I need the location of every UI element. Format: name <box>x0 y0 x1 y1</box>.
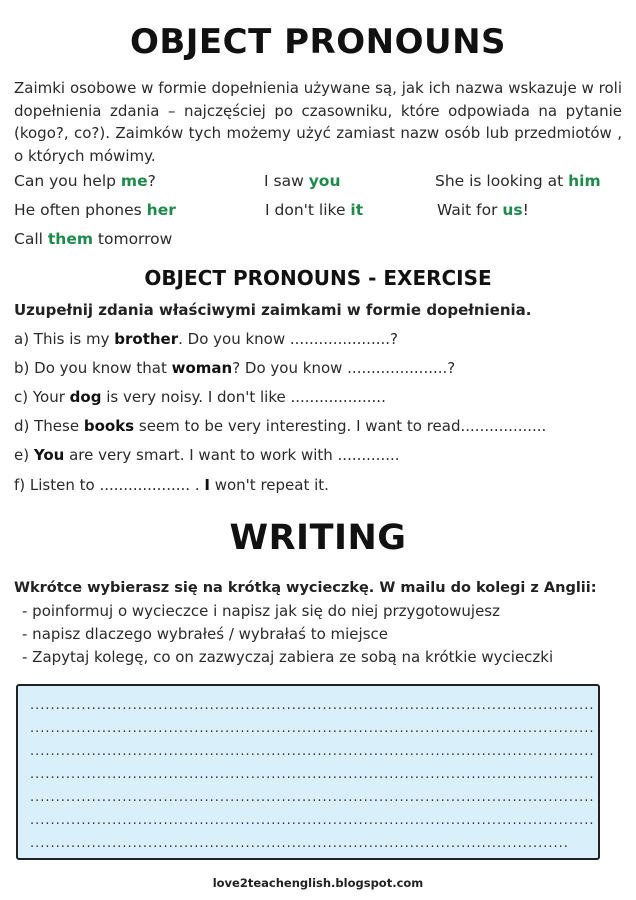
example-sentence: I saw you <box>264 172 341 190</box>
pronoun-highlight: it <box>350 201 364 219</box>
pronoun-highlight: them <box>47 230 93 248</box>
intro-paragraph: Zaimki osobowe w formie dopełnienia używane są, jak ich nazwa wskazuje w roli dopełnienia zdania – najczęściej po czasowniku, które odpowiada na pytanie (kogo?, co?). Zaimków tych możemy użyć zamiast nazw osób lub przedmiotów , o których mówimy. <box>14 79 622 165</box>
answer-line[interactable]: .............................................................................................................. <box>30 744 595 759</box>
writing-instruction: Wkrótce wybierasz się na krótką wycieczkę. W mailu do kolegi z Anglii: <box>14 580 597 596</box>
writing-answer-box[interactable] <box>16 684 600 860</box>
answer-line[interactable]: .............................................................................................................. <box>30 790 595 805</box>
writing-bullet: - napisz dlaczego wybrałeś / wybrałaś to miejsce <box>22 625 388 643</box>
example-sentence: Call them tomorrow <box>14 230 173 248</box>
example-sentence: Can you help me? <box>14 172 156 190</box>
pronoun-highlight: him <box>568 172 601 190</box>
pronoun-highlight: you <box>308 172 341 190</box>
example-sentence: He often phones her <box>14 201 176 219</box>
exercise-sentence: b) Do you know that woman? Do you know .....................? <box>14 359 456 377</box>
footer-url: love2teachenglish.blogspot.com <box>212 876 424 890</box>
exercise-title: OBJECT PRONOUNS - EXERCISE <box>144 266 492 290</box>
exercise-sentence: d) These books seem to be very interesting. I want to read.................. <box>14 417 547 435</box>
answer-line[interactable]: .............................................................................................................. <box>30 698 595 713</box>
page-title: OBJECT PRONOUNS <box>129 22 507 62</box>
exercise-sentence: c) Your dog is very noisy. I don't like .................... <box>14 388 386 406</box>
answer-line[interactable]: .............................................................................................................. <box>30 721 595 736</box>
writing-bullet: - Zapytaj kolegę, co on zazwyczaj zabiera ze sobą na krótkie wycieczki <box>22 648 554 666</box>
exercise-sentence: e) You are very smart. I want to work with ............. <box>14 446 400 464</box>
answer-line[interactable]: .............................................................................................................. <box>30 767 595 782</box>
answer-line[interactable]: ......................................................................................................... <box>30 836 569 851</box>
example-sentence: She is looking at him <box>435 172 601 190</box>
pronoun-highlight: her <box>146 201 176 219</box>
exercise-sentence: f) Listen to ................... . I won't repeat it. <box>14 476 329 494</box>
example-sentence: I don't like it <box>265 201 364 219</box>
writing-title: WRITING <box>229 518 407 558</box>
pronoun-highlight: me <box>120 172 148 190</box>
exercise-sentence: a) This is my brother. Do you know .....................? <box>14 330 398 348</box>
exercise-instruction: Uzupełnij zdania właściwymi zaimkami w formie dopełnienia. <box>14 301 532 319</box>
example-sentence: Wait for us! <box>437 201 529 219</box>
pronoun-highlight: us <box>502 201 523 219</box>
answer-line[interactable]: .............................................................................................................. <box>30 813 595 828</box>
writing-bullet: - poinformuj o wycieczce i napisz jak się do niej przygotowujesz <box>22 602 501 620</box>
